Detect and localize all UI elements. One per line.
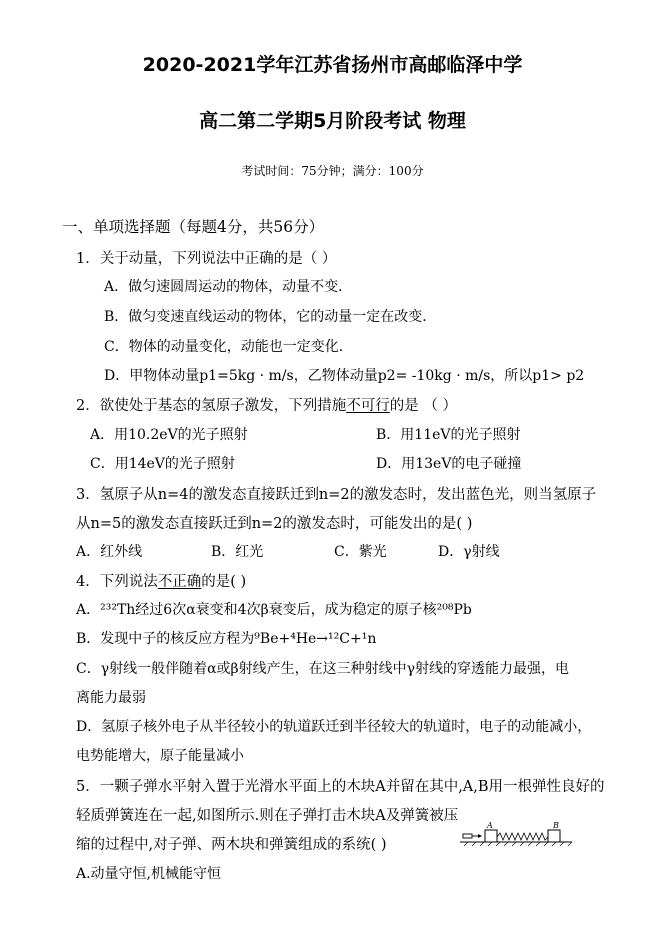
- q4-option-d-line-1: D．氢原子核外电子从半径较小的轨道跃迁到半径较大的轨道时，电子的动能减小，: [76, 719, 592, 735]
- q2-option-b: B．用11eV的光子照射: [376, 427, 521, 443]
- title-line-2: 高二第二学期5月阶段考试 物理: [199, 110, 466, 132]
- q3-line-1: 3．氢原子从n=4的激发态直接跃迁到n=2的激发态时，发出蓝色光，则当氢原子: [76, 487, 597, 503]
- q2-option-d: D．用13eV的电子碰撞: [376, 456, 522, 472]
- q5-option-a: A.动量守恒,机械能守恒: [76, 866, 222, 882]
- ground-hatching: [464, 842, 572, 846]
- q4-option-a: A．²³²Th经过6次α衰变和4次β衰变后，成为稳定的原子核²⁰⁸Pb: [76, 602, 472, 618]
- q5-line-1: 5．一颗子弹水平射入置于光滑水平面上的木块A并留在其中,A,B用一根弹性良好的: [76, 779, 605, 795]
- q2-stem: 2．欲使处于基态的氢原子激发，下列措施不可行的是 （ ）: [76, 398, 457, 414]
- q5-line-3: 缩的过程中,对子弹、两木块和弹簧组成的系统( ): [76, 837, 387, 853]
- title-line-1: 2020-2021学年江苏省扬州市高邮临泽中学: [142, 54, 523, 76]
- q3-option-a: A．红外线: [76, 544, 143, 560]
- q1-option-a: A．做匀速圆周运动的物体，动量不变．: [104, 279, 353, 295]
- block-a-label: A: [487, 821, 493, 830]
- q4-option-d-line-2: 电势能增大，原子能量减小: [76, 748, 244, 764]
- q2-option-c: C．用14eV的光子照射: [90, 456, 235, 472]
- q1-option-b: B．做匀变速直线运动的物体，它的动量一定在改变．: [104, 309, 437, 325]
- q5-line-2: 轻质弹簧连在一起,如图所示.则在子弹打击木块A及弹簧被压: [76, 808, 459, 824]
- q4-option-b: B．发现中子的核反应方程为⁹Be+⁴He→¹²C+¹n: [76, 631, 377, 647]
- q3-option-c: C．紫光: [334, 544, 387, 560]
- section-heading: 一、单项选择题（每题4分，共56分）: [62, 218, 325, 236]
- q4-option-c-line-2: 离能力最弱: [76, 690, 146, 706]
- q4-stem: 4．下列说法不正确的是( ): [76, 574, 247, 590]
- spring-blocks-figure: [460, 818, 572, 848]
- block-a: [485, 830, 497, 842]
- q3-option-b: B．红光: [211, 544, 264, 560]
- exam-info: 考试时间：75分钟；满分：100分: [241, 164, 424, 178]
- q3-option-d: D．γ射线: [438, 544, 500, 560]
- q2-option-a: A．用10.2eV的光子照射: [90, 427, 248, 443]
- bullet-icon: [463, 834, 482, 838]
- q3-line-2: 从n=5的激发态直接跃迁到n=2的激发态时，可能发出的是( ): [76, 516, 473, 532]
- block-b-label: B: [553, 821, 559, 830]
- q1-stem: 1．关于动量，下列说法中正确的是（ ）: [76, 251, 337, 267]
- block-b: [548, 830, 560, 842]
- q1-option-d: D．甲物体动量p1=5kg · m/s，乙物体动量p2= -10kg · m/s，所以p1> p2: [104, 368, 585, 384]
- spring: [497, 833, 548, 840]
- q1-option-c: C．物体的动量变化，动能也一定变化．: [104, 339, 353, 355]
- q4-option-c-line-1: C．γ射线一般伴随着α或β射线产生，在这三种射线中γ射线的穿透能力最强，电: [76, 661, 569, 677]
